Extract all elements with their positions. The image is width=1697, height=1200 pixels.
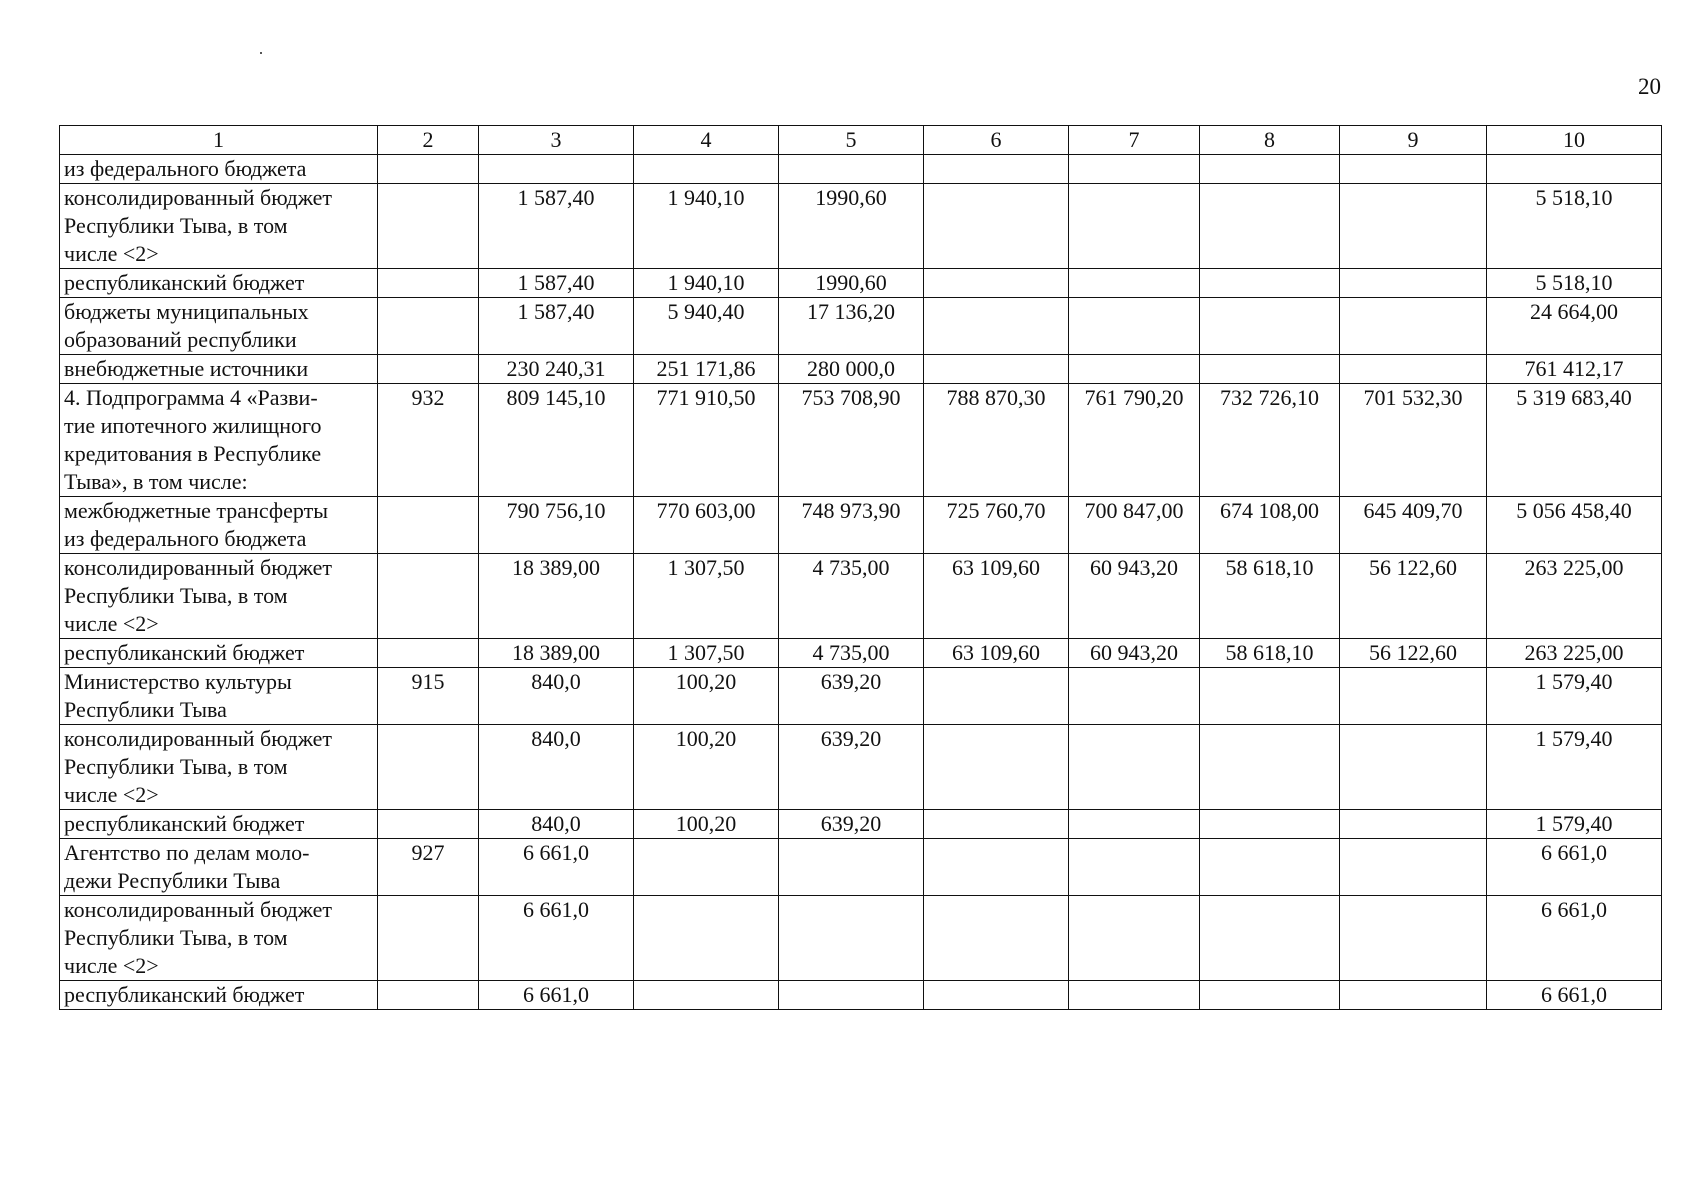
table-row: [60, 981, 1662, 1010]
value-cell: [1340, 668, 1487, 725]
value-cell: 645 409,70: [1340, 497, 1487, 554]
row-label: республиканский бюджет: [60, 269, 378, 298]
value-cell: [1069, 269, 1200, 298]
row-label: республиканский бюджет: [60, 639, 378, 668]
value-cell: [1069, 155, 1200, 184]
budget-code-cell: [378, 725, 479, 810]
value-cell: [1200, 839, 1340, 896]
value-cell: [1069, 896, 1200, 981]
value-cell: 5 056 458,40: [1487, 497, 1662, 554]
value-cell: [779, 981, 924, 1010]
column-header: 2: [378, 126, 479, 155]
column-header: 4: [634, 126, 779, 155]
table-row: [60, 298, 1662, 355]
value-cell: [1340, 355, 1487, 384]
value-cell: [924, 668, 1069, 725]
value-cell: 1 579,40: [1487, 810, 1662, 839]
row-label: 4. Подпрограмма 4 «Разви- тие ипотечного жилищного кредитования в Республике Тыва», в том числе:: [60, 384, 378, 497]
value-cell: 18 389,00: [479, 554, 634, 639]
column-header: 3: [479, 126, 634, 155]
budget-code-cell: [378, 269, 479, 298]
value-cell: [634, 839, 779, 896]
value-cell: [1200, 668, 1340, 725]
value-cell: [1069, 810, 1200, 839]
value-cell: [634, 981, 779, 1010]
table-row: [60, 497, 1662, 554]
value-cell: 1 587,40: [479, 269, 634, 298]
value-cell: [779, 896, 924, 981]
value-cell: [924, 725, 1069, 810]
value-cell: [924, 298, 1069, 355]
value-cell: 230 240,31: [479, 355, 634, 384]
value-cell: 788 870,30: [924, 384, 1069, 497]
value-cell: 6 661,0: [1487, 839, 1662, 896]
value-cell: [1340, 981, 1487, 1010]
value-cell: 700 847,00: [1069, 497, 1200, 554]
value-cell: 1 307,50: [634, 639, 779, 668]
value-cell: 24 664,00: [1487, 298, 1662, 355]
value-cell: 761 412,17: [1487, 355, 1662, 384]
value-cell: 100,20: [634, 725, 779, 810]
table-row: [60, 155, 1662, 184]
value-cell: 263 225,00: [1487, 554, 1662, 639]
budget-code-cell: [378, 298, 479, 355]
value-cell: 6 661,0: [479, 839, 634, 896]
value-cell: 1 587,40: [479, 298, 634, 355]
row-label: консолидированный бюджет Республики Тыва, в том числе <2>: [60, 184, 378, 269]
value-cell: 639,20: [779, 725, 924, 810]
value-cell: [1069, 839, 1200, 896]
value-cell: [1069, 355, 1200, 384]
value-cell: 639,20: [779, 668, 924, 725]
table-row: [60, 384, 1662, 497]
value-cell: [924, 184, 1069, 269]
scan-dot: [260, 52, 262, 54]
value-cell: 6 661,0: [479, 981, 634, 1010]
value-cell: 63 109,60: [924, 554, 1069, 639]
value-cell: 840,0: [479, 810, 634, 839]
header-row: [60, 126, 1662, 155]
value-cell: [1340, 184, 1487, 269]
value-cell: [1200, 155, 1340, 184]
value-cell: 840,0: [479, 668, 634, 725]
value-cell: 753 708,90: [779, 384, 924, 497]
column-header: 1: [60, 126, 378, 155]
row-label: Министерство культуры Республики Тыва: [60, 668, 378, 725]
value-cell: [924, 981, 1069, 1010]
value-cell: [924, 839, 1069, 896]
value-cell: 1990,60: [779, 184, 924, 269]
budget-code-cell: 927: [378, 839, 479, 896]
value-cell: [1487, 155, 1662, 184]
budget-code-cell: 932: [378, 384, 479, 497]
value-cell: [924, 269, 1069, 298]
value-cell: 251 171,86: [634, 355, 779, 384]
page-number: 20: [1638, 74, 1661, 99]
value-cell: 17 136,20: [779, 298, 924, 355]
value-cell: [1069, 725, 1200, 810]
table-row: [60, 184, 1662, 269]
budget-code-cell: [378, 155, 479, 184]
table-row: [60, 839, 1662, 896]
value-cell: 1 579,40: [1487, 725, 1662, 810]
column-header: 6: [924, 126, 1069, 155]
value-cell: 5 319 683,40: [1487, 384, 1662, 497]
table-body: [60, 155, 1662, 1010]
budget-code-cell: 915: [378, 668, 479, 725]
value-cell: 6 661,0: [1487, 896, 1662, 981]
value-cell: [1069, 298, 1200, 355]
table-row: [60, 639, 1662, 668]
value-cell: 5 518,10: [1487, 269, 1662, 298]
value-cell: 809 145,10: [479, 384, 634, 497]
value-cell: 790 756,10: [479, 497, 634, 554]
value-cell: [1200, 269, 1340, 298]
budget-table: [59, 125, 1662, 1010]
value-cell: [1069, 981, 1200, 1010]
value-cell: 748 973,90: [779, 497, 924, 554]
value-cell: [1340, 810, 1487, 839]
table-row: [60, 725, 1662, 810]
row-label: бюджеты муниципальных образований республики: [60, 298, 378, 355]
value-cell: [924, 896, 1069, 981]
value-cell: 1 307,50: [634, 554, 779, 639]
value-cell: 5 518,10: [1487, 184, 1662, 269]
value-cell: 60 943,20: [1069, 554, 1200, 639]
value-cell: 4 735,00: [779, 554, 924, 639]
row-label: внебюджетные источники: [60, 355, 378, 384]
value-cell: 280 000,0: [779, 355, 924, 384]
value-cell: [1340, 155, 1487, 184]
row-label: консолидированный бюджет Республики Тыва, в том числе <2>: [60, 725, 378, 810]
row-label: межбюджетные трансферты из федерального бюджета: [60, 497, 378, 554]
value-cell: [1340, 839, 1487, 896]
value-cell: 1 940,10: [634, 269, 779, 298]
budget-code-cell: [378, 639, 479, 668]
value-cell: [634, 896, 779, 981]
table-row: [60, 668, 1662, 725]
column-header: 7: [1069, 126, 1200, 155]
value-cell: [924, 155, 1069, 184]
value-cell: 840,0: [479, 725, 634, 810]
row-label: из федерального бюджета: [60, 155, 378, 184]
value-cell: 4 735,00: [779, 639, 924, 668]
value-cell: 100,20: [634, 668, 779, 725]
budget-code-cell: [378, 896, 479, 981]
budget-code-cell: [378, 554, 479, 639]
value-cell: [1200, 184, 1340, 269]
value-cell: 732 726,10: [1200, 384, 1340, 497]
value-cell: 639,20: [779, 810, 924, 839]
value-cell: 5 940,40: [634, 298, 779, 355]
value-cell: [924, 810, 1069, 839]
value-cell: 1 579,40: [1487, 668, 1662, 725]
value-cell: 63 109,60: [924, 639, 1069, 668]
value-cell: [1200, 725, 1340, 810]
value-cell: [1069, 184, 1200, 269]
table-row: [60, 896, 1662, 981]
value-cell: 761 790,20: [1069, 384, 1200, 497]
value-cell: [1200, 298, 1340, 355]
value-cell: [1200, 810, 1340, 839]
value-cell: 701 532,30: [1340, 384, 1487, 497]
row-label: республиканский бюджет: [60, 981, 378, 1010]
table-row: [60, 810, 1662, 839]
budget-code-cell: [378, 810, 479, 839]
value-cell: 58 618,10: [1200, 554, 1340, 639]
value-cell: [1340, 896, 1487, 981]
value-cell: [1340, 725, 1487, 810]
value-cell: 100,20: [634, 810, 779, 839]
budget-code-cell: [378, 184, 479, 269]
value-cell: 60 943,20: [1069, 639, 1200, 668]
value-cell: 56 122,60: [1340, 639, 1487, 668]
value-cell: 1 940,10: [634, 184, 779, 269]
budget-code-cell: [378, 497, 479, 554]
value-cell: [479, 155, 634, 184]
table-row: [60, 269, 1662, 298]
value-cell: [779, 839, 924, 896]
row-label: республиканский бюджет: [60, 810, 378, 839]
column-header: 10: [1487, 126, 1662, 155]
value-cell: [1340, 298, 1487, 355]
value-cell: 58 618,10: [1200, 639, 1340, 668]
value-cell: [1200, 896, 1340, 981]
value-cell: [1200, 355, 1340, 384]
row-label: Агентство по делам моло- дежи Республики Тыва: [60, 839, 378, 896]
row-label: консолидированный бюджет Республики Тыва, в том числе <2>: [60, 896, 378, 981]
budget-code-cell: [378, 355, 479, 384]
value-cell: 770 603,00: [634, 497, 779, 554]
value-cell: 771 910,50: [634, 384, 779, 497]
value-cell: [1340, 269, 1487, 298]
value-cell: 6 661,0: [479, 896, 634, 981]
value-cell: 725 760,70: [924, 497, 1069, 554]
value-cell: 56 122,60: [1340, 554, 1487, 639]
table-row: [60, 554, 1662, 639]
value-cell: 18 389,00: [479, 639, 634, 668]
budget-code-cell: [378, 981, 479, 1010]
value-cell: 1 587,40: [479, 184, 634, 269]
row-label: консолидированный бюджет Республики Тыва, в том числе <2>: [60, 554, 378, 639]
value-cell: 263 225,00: [1487, 639, 1662, 668]
column-header: 9: [1340, 126, 1487, 155]
value-cell: [1069, 668, 1200, 725]
column-header: 5: [779, 126, 924, 155]
value-cell: [924, 355, 1069, 384]
column-header: 8: [1200, 126, 1340, 155]
value-cell: [634, 155, 779, 184]
value-cell: 1990,60: [779, 269, 924, 298]
value-cell: [779, 155, 924, 184]
value-cell: 674 108,00: [1200, 497, 1340, 554]
value-cell: [1200, 981, 1340, 1010]
table-row: [60, 355, 1662, 384]
value-cell: 6 661,0: [1487, 981, 1662, 1010]
